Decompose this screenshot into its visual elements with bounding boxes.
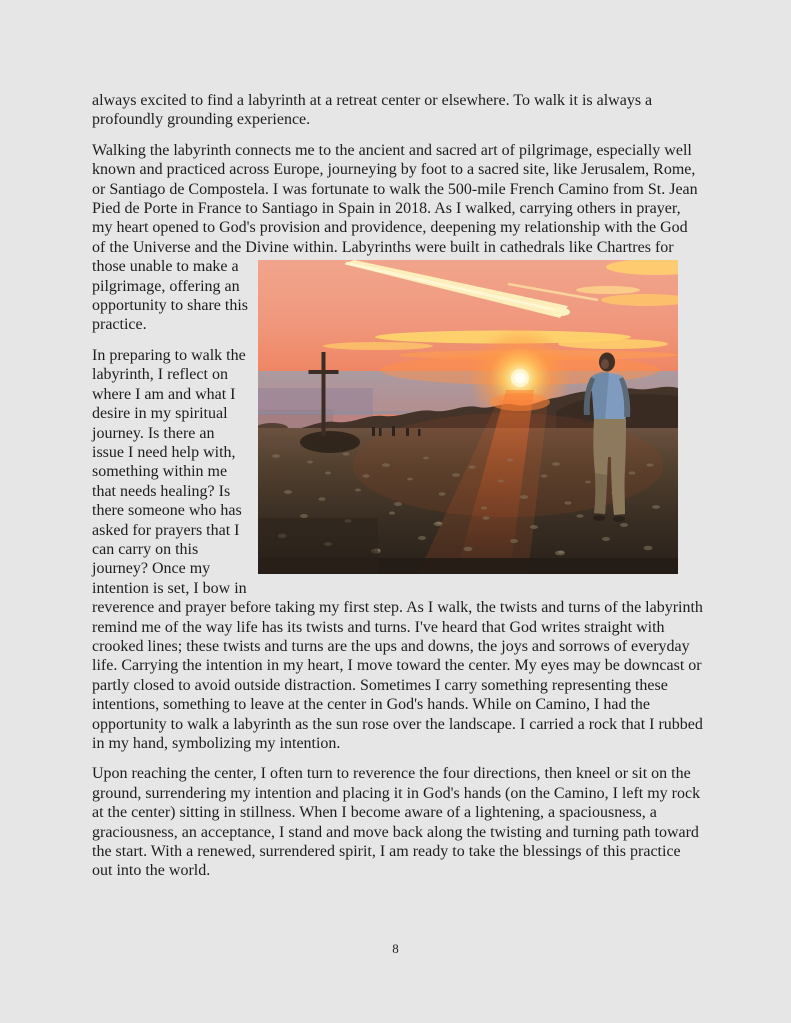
sunrise-cross-landscape-image — [258, 260, 678, 574]
paragraph-1: always excited to find a labyrinth at a retreat center or elsewhere. To walk it is always a profoundly grounding experience. — [92, 92, 653, 129]
document-text — [92, 91, 703, 892]
paragraph-2 — [92, 141, 703, 335]
paragraph-3: In preparing to walk the labyrinth, I reflect on where I am and what I desire in my spiritual journey. Is there an issue I need help with, something within me that needs healing? Is there someone who has asked for prayers that I can carry on this journey? Once my intention is set, I bow in reverence and prayer before taking my first step. As I walk, the twists and turns of the labyrinth remind me of the way life has its twists and turns. I've heard that God writes straight with crooked lines; these twists and turns are the ups and downs, the joys and sorrows of everyday life. Carrying the intention in my heart, I move toward the center. My eyes may be downcast or partly closed to avoid outside distraction. Sometimes I carry something representing these intentions, something to leave at the center in God's hands. While on Camino, I had the opportunity to walk a labyrinth as the sun rose over the landscape. I carried a rock that I rubbed in my hand, symbolizing my intention. — [92, 346, 703, 752]
paragraph-4: Upon reaching the center, I often turn to reverence the four directions, then kneel or sit on the ground, surrendering my intention and placing it in God's hands (on the Camino, I left my rock at the center) sitting in stillness. When I become aware of a lightening, a spaciousness, a graciousness, an acceptance, I stand and move back along the twisting and turning path toward the start. With a renewed, surrendered spirit, I am ready to take the blessings of this practice out into the world. — [92, 765, 701, 880]
paragraph-2-text-before-photo: Walking the labyrinth connects me to the ancient and sacred art of pilgrimage, especially well known and practiced across Europe, journeying by foot to a sacred site, like Jerusalem, Rome, or Santiago de Compostela. I was fortunate to walk the 500-mile French Camino from St. Jean Pied de Porte in France to Santiago in Spain in 2018. As I walked, carrying others in prayer, my heart opened to God's provision and providence, deepening my relationship with the God of the Universe and the Divine within. Labyrinths were built in cathedrals like Chartres for those — [92, 141, 698, 276]
camino-sunrise-photo — [258, 260, 678, 574]
paragraph-2-text-after-photo: unable to make a pilgrimage, offering an opportunity to share this practice. — [92, 258, 248, 334]
page-number: 8 — [392, 941, 399, 956]
